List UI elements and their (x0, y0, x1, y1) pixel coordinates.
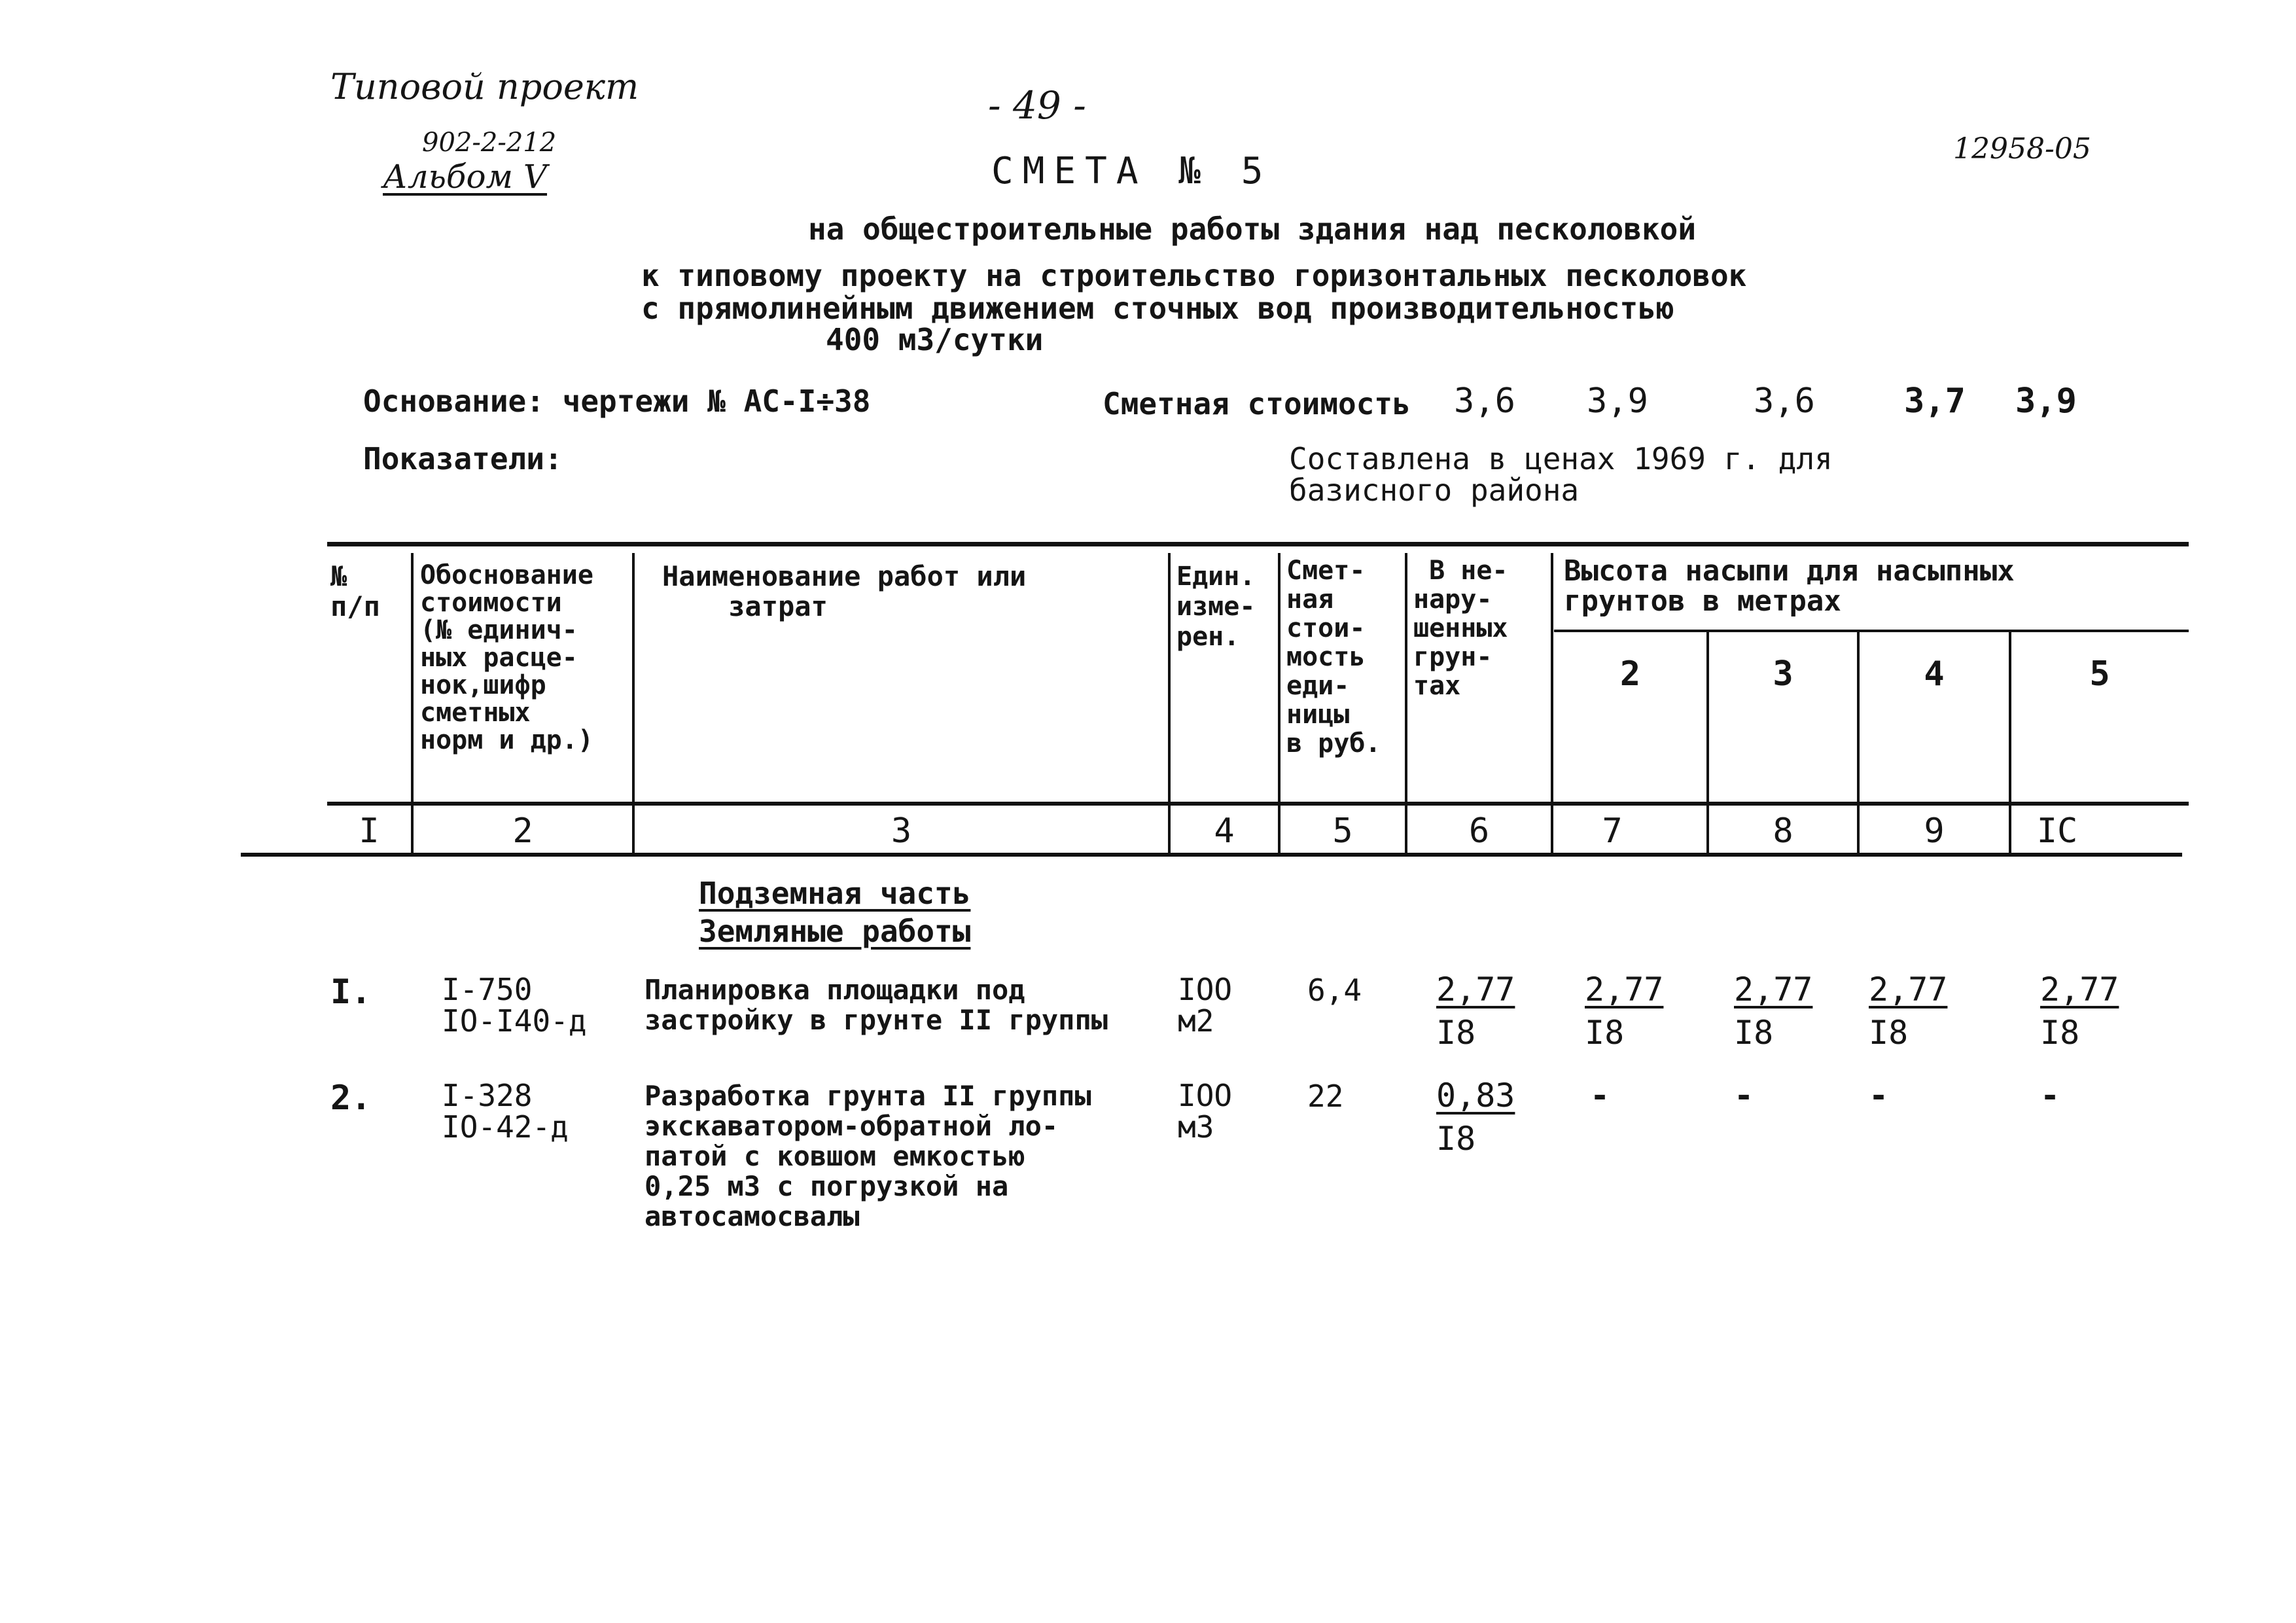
header-row-number: № п/п (330, 560, 380, 622)
row-value-height-5 (2040, 1077, 2060, 1114)
row-value-height-4 (1869, 1077, 1888, 1114)
estimated-cost-value-5: 3,9 (2015, 382, 2077, 421)
prices-note-line-2: базисного района (1289, 473, 1580, 508)
column-divider (1405, 553, 1407, 853)
document-code: 12958-05 (1953, 132, 2091, 166)
row-unit: IOO м3 (1178, 1078, 1233, 1145)
header-height-5: 5 (2089, 654, 2110, 694)
basis-text: Основание: чертежи № АС-I÷38 (363, 383, 871, 419)
title-line-3: с прямолинейным движением сточных вод производительностью (641, 291, 1674, 326)
row-cost-basis: I-328 IO-42-д (442, 1078, 569, 1145)
value-top: 2,77 (1585, 971, 1664, 1008)
value-bottom: I8 (2040, 1014, 2080, 1052)
estimated-cost-value-2: 3,9 (1587, 382, 1648, 421)
value-bottom: I8 (1436, 1014, 1476, 1052)
column-number-5: 5 (1332, 812, 1353, 851)
column-number-10: IC (2036, 812, 2078, 851)
column-divider (411, 553, 414, 853)
row-number: I. (330, 972, 372, 1012)
value-top: 2,77 (1734, 971, 1813, 1008)
row-value-height-5 (2040, 971, 2119, 1051)
column-divider (632, 553, 635, 853)
title-line-1: на общестроительные работы здания над песколовкой (808, 211, 1697, 247)
header-bottom-rule (327, 802, 2189, 806)
column-number-1: I (359, 812, 380, 851)
table-top-rule (327, 542, 2189, 546)
row-value-height-2 (1585, 971, 1663, 1051)
row-work-name: Планировка площадки под застройку в грунте II группы (645, 974, 1108, 1036)
column-divider (1551, 553, 1553, 853)
column-number-7: 7 (1602, 812, 1623, 851)
row-value-height-4 (1869, 971, 1947, 1051)
row-value-height-3 (1734, 971, 1812, 1051)
header-work-name: Наименование работ или затрат (662, 560, 1027, 622)
indicators-label: Показатели: (363, 441, 563, 476)
margin-note-project: Типовой проект (330, 66, 639, 107)
header-fill-height-group: Высота насыпи для насыпных грунтов в метрах (1564, 554, 2015, 618)
column-number-4: 4 (1214, 812, 1235, 851)
section-heading-underground: Подземная часть (699, 876, 971, 911)
value-top: - (2040, 1077, 2060, 1115)
header-unit: Един. изме- рен. (1176, 562, 1256, 652)
header-cost-basis: Обоснование стоимости (№ единич- ных расце- нок,шифр сметных норм и др.) (420, 560, 593, 755)
title-line-4: 400 м3/сутки (826, 322, 1044, 357)
header-height-2: 2 (1619, 654, 1641, 694)
row-number: 2. (330, 1079, 372, 1118)
page-number: - 49 - (988, 83, 1086, 128)
value-top: - (1590, 1077, 1610, 1115)
row-value-height-3 (1734, 1077, 1754, 1114)
value-top: - (1734, 1077, 1754, 1115)
margin-note-album: Альбом V (383, 158, 548, 196)
row-unit-cost: 6,4 (1307, 972, 1362, 1008)
column-number-2: 2 (512, 812, 533, 851)
header-undisturbed-soil: В не- нару- шенных грун- тах (1413, 556, 1508, 701)
column-number-8: 8 (1773, 812, 1793, 851)
row-unit-cost: 22 (1307, 1079, 1344, 1114)
column-divider (1278, 553, 1280, 853)
row-unit: IOO м2 (1178, 972, 1233, 1039)
value-bottom: I8 (1436, 1120, 1476, 1158)
row-work-name: Разработка грунта II группы экскаватором-обратной ло- патой с ковшом емкостью 0,25 м3 с погрузкой на автосамосвалы (645, 1080, 1091, 1232)
margin-note-code: 902-2-212 (422, 128, 557, 158)
value-top: 0,83 (1436, 1077, 1515, 1115)
group-header-rule (1554, 630, 2189, 632)
header-height-3: 3 (1773, 654, 1793, 694)
row-value-undisturbed (1436, 1077, 1515, 1157)
estimated-cost-value-1: 3,6 (1454, 382, 1515, 421)
estimated-cost-value-4: 3,7 (1904, 382, 1966, 421)
row-value-undisturbed (1436, 971, 1515, 1051)
value-top: 2,77 (2040, 971, 2119, 1008)
title-line-2: к типовому проекту на строительство горизонтальных песколовок (641, 258, 1747, 293)
column-divider (1168, 553, 1171, 853)
header-height-4: 4 (1924, 654, 1945, 694)
section-heading-earthworks: Земляные работы (699, 914, 971, 949)
prices-note-line-1: Составлена в ценах 1969 г. для (1289, 441, 1833, 476)
column-number-6: 6 (1468, 812, 1490, 851)
column-numbers-rule (241, 853, 2182, 857)
row-value-height-2 (1590, 1077, 1610, 1114)
value-top: - (1869, 1077, 1889, 1115)
estimate-title: СМЕТА № 5 (991, 150, 1273, 192)
value-top: 2,77 (1436, 971, 1515, 1008)
value-top: 2,77 (1869, 971, 1948, 1008)
header-unit-cost: Смет- ная стои- мость еди- ницы в руб. (1286, 556, 1381, 758)
estimated-cost-label: Сметная стоимость (1103, 386, 1411, 421)
value-bottom: I8 (1869, 1014, 1909, 1052)
estimated-cost-value-3: 3,6 (1754, 382, 1815, 421)
row-cost-basis: I-750 IO-I40-д (442, 972, 587, 1039)
value-bottom: I8 (1585, 1014, 1625, 1052)
value-bottom: I8 (1734, 1014, 1774, 1052)
column-number-3: 3 (891, 812, 912, 851)
column-number-9: 9 (1924, 812, 1945, 851)
